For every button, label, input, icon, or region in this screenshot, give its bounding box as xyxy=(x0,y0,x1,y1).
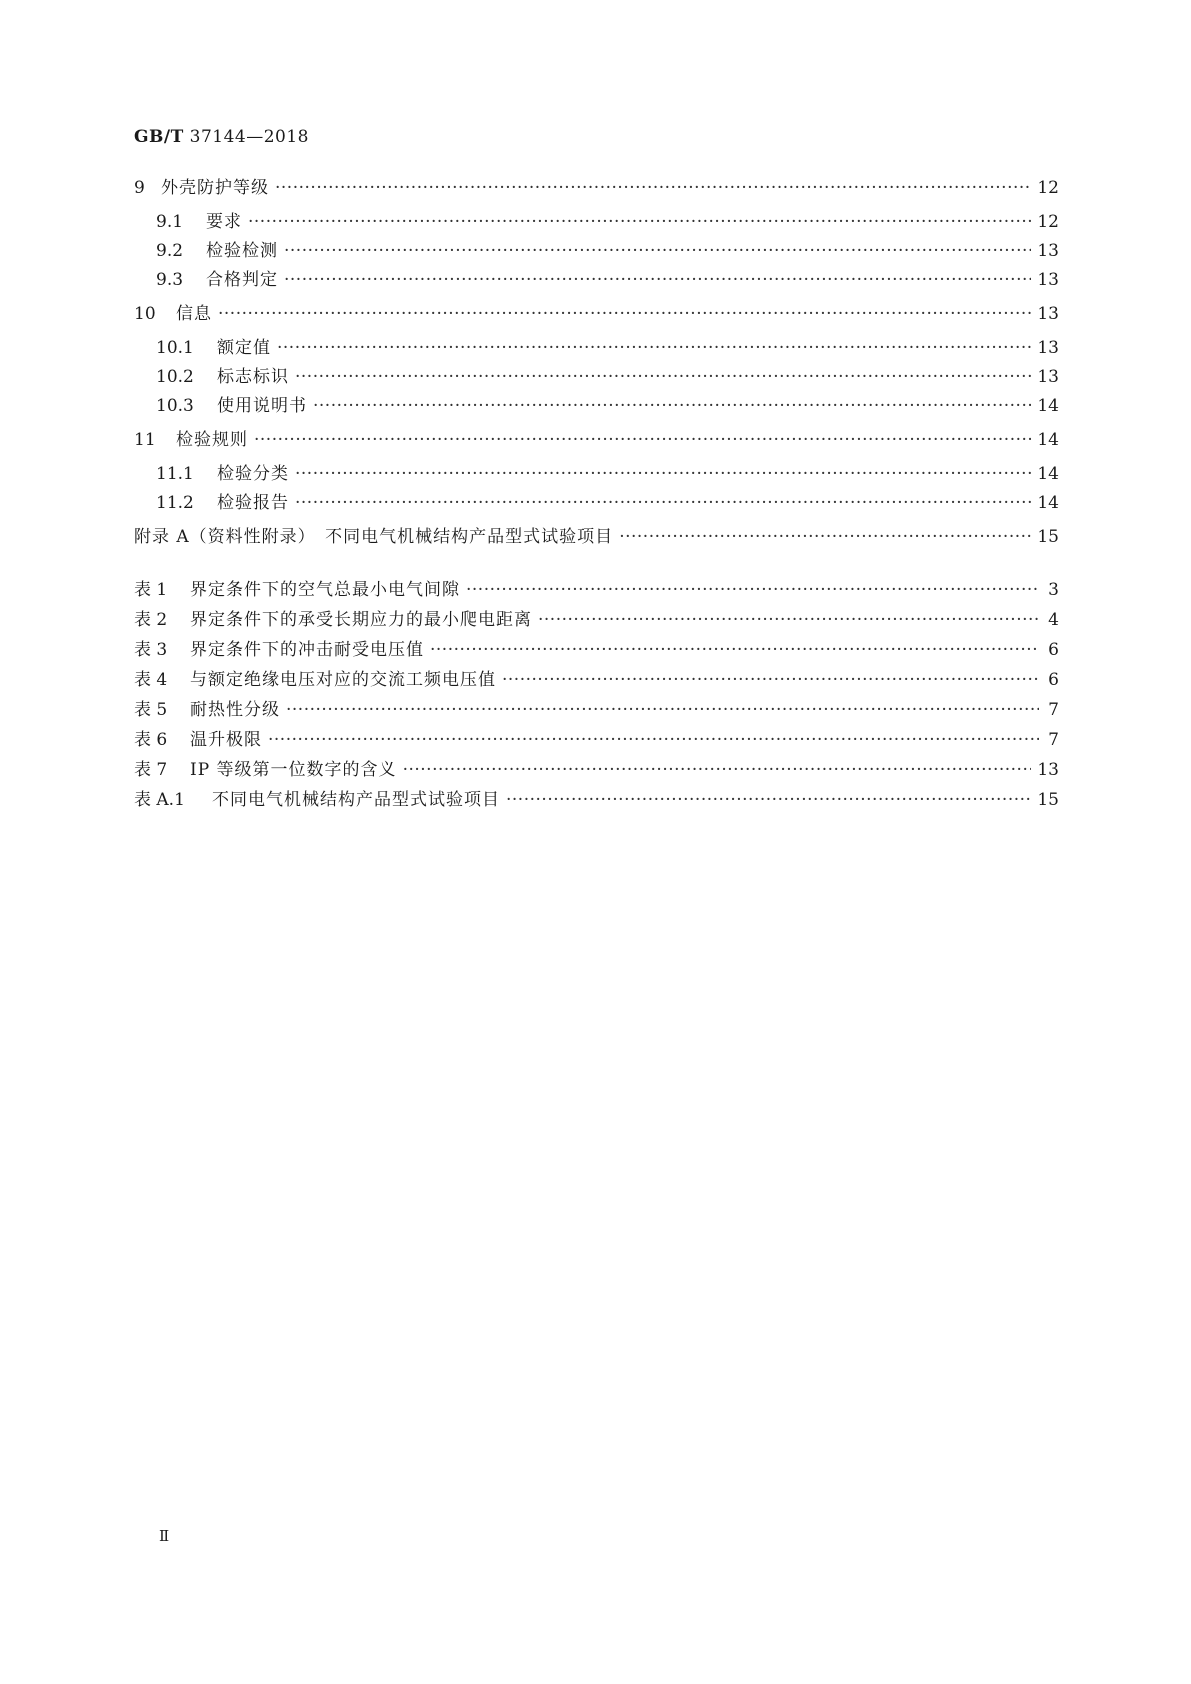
toc-entry-number: 10 xyxy=(134,304,156,324)
toc-entry-number: 9 xyxy=(134,178,145,198)
toc-leader-dots xyxy=(538,610,1039,630)
table-entry-number: 表 3 xyxy=(134,640,168,660)
toc-entry-page: 13 xyxy=(1037,367,1059,387)
toc-entry-title: 使用说明书 xyxy=(217,396,307,416)
standard-number: 37144—2018 xyxy=(189,127,309,147)
toc-entry-title: 检验报告 xyxy=(217,493,289,513)
table-entry[interactable] xyxy=(134,700,1059,720)
toc-leader-dots xyxy=(286,700,1039,720)
table-entry-title: 界定条件下的空气总最小电气间隙 xyxy=(190,580,460,600)
toc-entry-9-3[interactable] xyxy=(134,270,1059,290)
toc-leader-dots xyxy=(403,760,1032,780)
table-entry-title: 温升极限 xyxy=(190,730,262,750)
toc-leader-dots xyxy=(313,396,1031,416)
toc-entry-number: 11 xyxy=(134,430,156,450)
toc-entry-title: 检验分类 xyxy=(217,464,289,484)
table-entry-number: 表 4 xyxy=(134,670,168,690)
toc-entry-title: 信息 xyxy=(176,304,212,324)
toc-entry-10-3[interactable] xyxy=(134,396,1059,416)
toc-entry-page: 12 xyxy=(1037,212,1059,232)
toc-entry-title: 合格判定 xyxy=(206,270,278,290)
toc-entry-title: 标志标识 xyxy=(217,367,289,387)
toc-entry-page: 14 xyxy=(1037,396,1059,416)
toc-leader-dots xyxy=(619,527,1031,547)
toc-leader-dots xyxy=(430,640,1039,660)
table-entry[interactable] xyxy=(134,730,1059,750)
table-entry-number: 表 2 xyxy=(134,610,168,630)
toc-leader-dots xyxy=(506,790,1031,810)
table-entry-page: 6 xyxy=(1048,640,1059,660)
table-entry-page: 4 xyxy=(1048,610,1059,630)
toc-entry-title: 检验规则 xyxy=(176,430,248,450)
toc-entry-11[interactable] xyxy=(134,430,1059,450)
toc-leader-dots xyxy=(275,178,1031,198)
table-entry-title: 界定条件下的承受长期应力的最小爬电距离 xyxy=(190,610,532,630)
toc-entry-9[interactable] xyxy=(134,178,1059,198)
table-entry-page: 13 xyxy=(1037,760,1059,780)
toc-entry-page: 14 xyxy=(1037,493,1059,513)
table-entry-title: 与额定绝缘电压对应的交流工频电压值 xyxy=(190,670,496,690)
table-entry-page: 6 xyxy=(1048,670,1059,690)
toc-leader-dots xyxy=(268,730,1039,750)
toc-entry-number: 9.3 xyxy=(156,270,184,290)
toc-entry-title: 检验检测 xyxy=(206,241,278,261)
toc-leader-dots xyxy=(295,367,1031,387)
toc-leader-dots xyxy=(295,493,1031,513)
table-entry-number: 表 A.1 xyxy=(134,790,185,810)
toc-leader-dots xyxy=(254,430,1031,450)
table-entry[interactable] xyxy=(134,610,1059,630)
toc-leader-dots xyxy=(277,338,1031,358)
toc-entry-page: 12 xyxy=(1037,178,1059,198)
page-number: Ⅱ xyxy=(159,1527,170,1545)
toc-entry-9-2[interactable] xyxy=(134,241,1059,261)
table-entry[interactable] xyxy=(134,760,1059,780)
toc-entry-11-2[interactable] xyxy=(134,493,1059,513)
table-entry-title: IP 等级第一位数字的含义 xyxy=(190,760,397,780)
toc-entry-title: 要求 xyxy=(206,212,242,232)
table-entry-title: 界定条件下的冲击耐受电压值 xyxy=(190,640,424,660)
toc-leader-dots xyxy=(218,304,1031,324)
table-of-contents xyxy=(134,178,1059,810)
toc-leader-dots xyxy=(466,580,1039,600)
toc-entry-number: 10.3 xyxy=(156,396,194,416)
standard-code: GB/T xyxy=(134,127,184,147)
toc-entry-10-2[interactable] xyxy=(134,367,1059,387)
toc-entry-11-1[interactable] xyxy=(134,464,1059,484)
toc-entry-10-1[interactable] xyxy=(134,338,1059,358)
toc-entry-title: 外壳防护等级 xyxy=(161,178,269,198)
table-entry-page: 7 xyxy=(1048,700,1059,720)
toc-entry-number: 9.2 xyxy=(156,241,184,261)
toc-leader-dots xyxy=(295,464,1031,484)
toc-leader-dots xyxy=(284,270,1031,290)
table-entry-number: 表 6 xyxy=(134,730,168,750)
table-entry-number: 表 7 xyxy=(134,760,168,780)
toc-entry-9-1[interactable] xyxy=(134,212,1059,232)
table-entry-page: 3 xyxy=(1048,580,1059,600)
toc-entry-page: 14 xyxy=(1037,464,1059,484)
table-entry[interactable] xyxy=(134,580,1059,600)
toc-entry-page: 15 xyxy=(1037,527,1059,547)
toc-entry-page: 13 xyxy=(1037,338,1059,358)
toc-entry-number: 11.1 xyxy=(156,464,194,484)
toc-entry-page: 13 xyxy=(1037,241,1059,261)
toc-entry-number: 9.1 xyxy=(156,212,184,232)
toc-entry-page: 13 xyxy=(1037,270,1059,290)
toc-entry-number: 10.1 xyxy=(156,338,194,358)
table-entry-title: 不同电气机械结构产品型式试验项目 xyxy=(212,790,500,810)
toc-entry-title: 附录 A（资料性附录） 不同电气机械结构产品型式试验项目 xyxy=(134,527,614,547)
toc-entry-appendix-a[interactable] xyxy=(134,527,1059,547)
table-entry[interactable] xyxy=(134,640,1059,660)
table-entry-title: 耐热性分级 xyxy=(190,700,280,720)
toc-entry-page: 13 xyxy=(1037,304,1059,324)
toc-entry-number: 11.2 xyxy=(156,493,194,513)
table-entry-page: 7 xyxy=(1048,730,1059,750)
toc-entry-page: 14 xyxy=(1037,430,1059,450)
table-entry-page: 15 xyxy=(1037,790,1059,810)
list-of-tables xyxy=(134,580,1059,810)
table-entry[interactable] xyxy=(134,790,1059,810)
table-entry-number: 表 5 xyxy=(134,700,168,720)
toc-leader-dots xyxy=(284,241,1031,261)
document-header xyxy=(134,127,309,147)
toc-entry-title: 额定值 xyxy=(217,338,271,358)
toc-entry-10[interactable] xyxy=(134,304,1059,324)
toc-leader-dots xyxy=(502,670,1039,690)
table-entry[interactable] xyxy=(134,670,1059,690)
table-entry-number: 表 1 xyxy=(134,580,168,600)
toc-leader-dots xyxy=(248,212,1031,232)
toc-entry-number: 10.2 xyxy=(156,367,194,387)
